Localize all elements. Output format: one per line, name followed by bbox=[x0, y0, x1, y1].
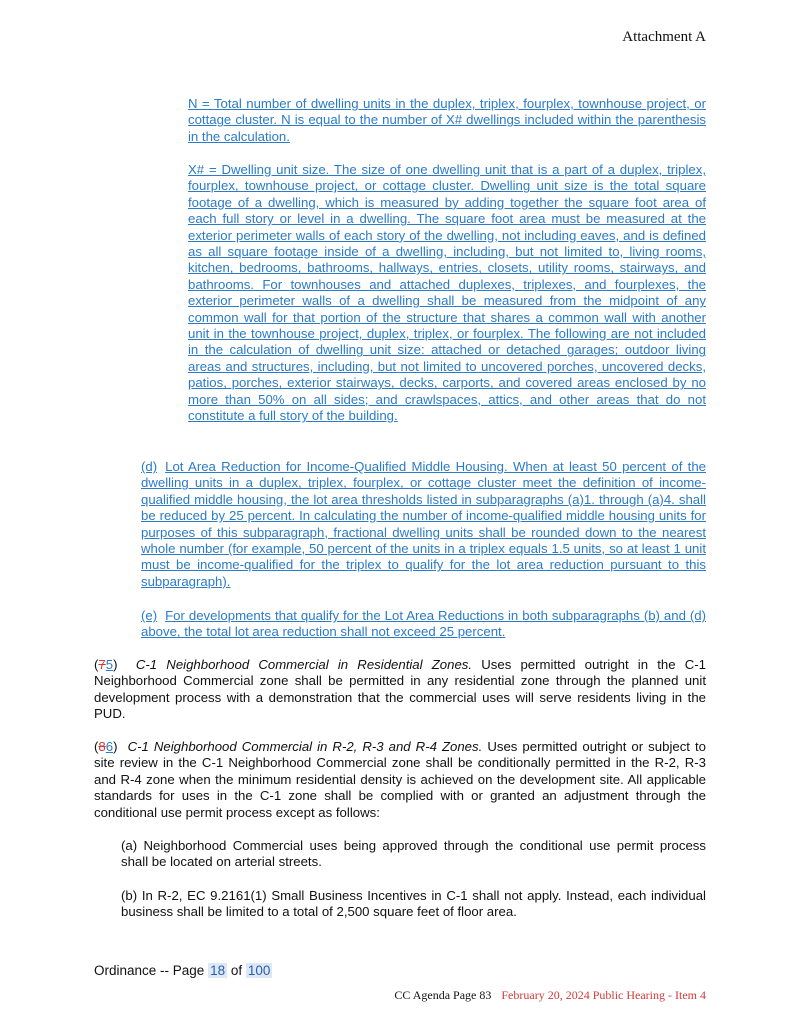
section-8-title: C-1 Neighborhood Commercial in R-2, R-3 and R-4 Zones. bbox=[127, 739, 483, 754]
section-8-text: Uses permitted outright or subject to site review in the C-1 Neighborhood Commercial zone shall be conditionally permitted in the R-2, R-3 and R-4 zone when the minimum residential density is achieved on the development site. All applicable standards for uses in the C-1 zone shall be complied with or granted an adjustment through the conditional use permit process except as follows: bbox=[94, 739, 706, 820]
subparagraph-e bbox=[141, 608, 706, 641]
hearing-info: February 20, 2024 Public Hearing - Item 4 bbox=[501, 988, 706, 1002]
deleted-number: 7 bbox=[98, 657, 106, 672]
agenda-footer bbox=[394, 988, 706, 1003]
of-label: of bbox=[230, 963, 243, 978]
section-7-text: Uses permitted outright in the C-1 Neighborhood Commercial zone shall be permitted in any residential zone through the planned unit development process with a demonstration that the commercial uses will serve residents living in the PUD. bbox=[94, 657, 707, 722]
subparagraph-d bbox=[141, 459, 706, 590]
header-title: Attachment A bbox=[622, 29, 706, 45]
deleted-number: 8 bbox=[98, 739, 106, 754]
paren-open: ( bbox=[94, 739, 99, 754]
subparagraph-e-text: For developments that qualify for the Lot Area Reductions in both subparagraphs (b) and (d) above, the total lot area reduction shall not exceed 25 percent. bbox=[141, 608, 706, 640]
subparagraph-d-text: Lot Area Reduction for Income-Qualified Middle Housing. When at least 50 percent of the dwelling units in a duplex, triplex, fourplex, or cottage cluster meet the definition of income-qualified middle housing, the lot area thresholds listed in subparagraphs (a)1. through (a)4. shall be reduced by 25 percent. In calculating the number of income-qualified middle housing units for purposes of this subparagraph, fractional dwelling units shall be rounded down to the nearest whole number (for example, 50 percent of the units in a triplex equals 1.5 units, so at least 1 unit must be income-qualified for the triplex to qualify for the lot area reduction pursuant to this subparagraph). bbox=[141, 459, 706, 589]
paren-open: ( bbox=[94, 657, 99, 672]
subparagraph-e-label: (e) bbox=[141, 608, 158, 623]
ordinance-footer bbox=[94, 963, 272, 978]
subparagraph-d-label: (d) bbox=[141, 459, 158, 474]
inserted-number: 6 bbox=[105, 739, 114, 754]
paren-close: ) bbox=[113, 739, 118, 754]
inserted-number: 5 bbox=[105, 657, 114, 672]
ordinance-label: Ordinance -- Page bbox=[94, 963, 205, 978]
x-definition: X# = Dwelling unit size. The size of one dwelling unit that is a part of a duplex, triplex, fourplex, townhouse project, or cottage cluster. Dwelling unit size is the total square footage of a dwelling, which is measured by adding together the square foot area of each full story or level in a dwelling. The square foot area must be measured at the exterior perimeter walls of each story of the dwelling, not including eaves, and is defined as all square footage inside of a dwelling, including, but not limited to, living rooms, kitchen, bedrooms, bathrooms, hallways, entries, closets, utility rooms, stairways, and bathrooms. For townhouses and attached duplexes, triplexes, and fourplexes, the exterior perimeter walls of a dwelling shall be measured from the midpoint of any common wall for that portion of the structure that shares a common wall with another unit in the townhouse project, duplex, triplex, or fourplex. The following are not included in the calculation of dwelling unit size: attached or detached garages; outdoor living areas and structures, including, but not limited to uncovered porches, uncovered decks, patios, porches, exterior stairways, decks, carports, and covered areas enclosed by no more than 50% on all sides; and crawlspaces, attics, and other areas that do not constitute a full story of the building. bbox=[188, 162, 706, 424]
section-7-title: C-1 Neighborhood Commercial in Residential Zones. bbox=[135, 657, 473, 672]
n-definition: N = Total number of dwelling units in the duplex, triplex, fourplex, townhouse project, or cottage cluster. N is equal to the number of X# dwellings included within the parenthesis in the calculation. bbox=[188, 96, 706, 144]
page-current-field: 18 bbox=[210, 963, 226, 978]
paren-close: ) bbox=[113, 657, 118, 672]
item-a: (a) Neighborhood Commercial uses being approved through the conditional use permit process shall be located on arterial streets. bbox=[121, 838, 706, 870]
item-b: (b) In R-2, EC 9.2161(1) Small Business Incentives in C-1 shall not apply. Instead, each individual business shall be limited to a total of 2,500 square feet of floor area. bbox=[121, 888, 706, 920]
section-7-5 bbox=[94, 657, 706, 723]
agenda-page: CC Agenda Page 83 bbox=[394, 988, 492, 1002]
section-8-6 bbox=[94, 739, 706, 821]
page-total-field: 100 bbox=[247, 963, 271, 978]
